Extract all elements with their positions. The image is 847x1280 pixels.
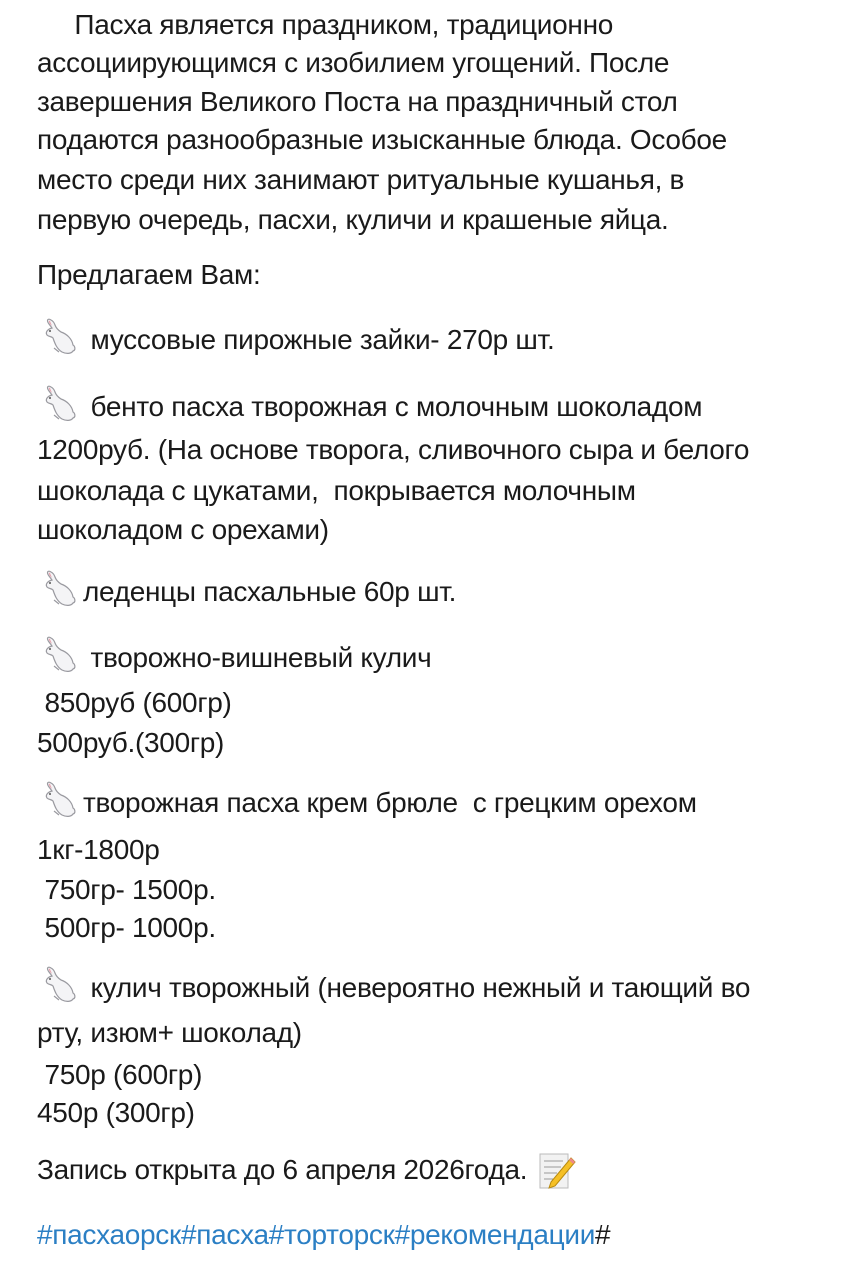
intro-text: Пасха является праздником, традиционно [37, 9, 614, 40]
menu-item-line [37, 723, 224, 763]
menu-item-text: 750р (600гр) [37, 1059, 203, 1090]
rabbit-icon [37, 572, 83, 612]
menu-item-line [37, 968, 750, 1008]
rabbit-icon [37, 320, 83, 360]
rabbit-icon [37, 783, 83, 823]
menu-item-text: шоколадом с орехами) [37, 514, 329, 545]
intro-line [37, 5, 613, 45]
intro-line [37, 120, 727, 160]
menu-item-text: кулич творожный (невероятно нежный и тающий во [83, 972, 751, 1003]
menu-item-line [37, 1093, 195, 1133]
signup-line [37, 1150, 577, 1190]
menu-item-line [37, 683, 232, 723]
menu-item-line [37, 387, 702, 427]
menu-item-line [37, 908, 216, 948]
menu-item-line [37, 1055, 202, 1095]
intro-text: первую очередь, пасхи, куличи и крашеные яйца. [37, 204, 669, 235]
menu-item-text: бенто пасха творожная с молочным шоколадом [83, 391, 703, 422]
menu-item-text: муссовые пирожные зайки- 270р шт. [83, 324, 555, 355]
hashtags-line [37, 1215, 610, 1255]
menu-item-text: 450р (300гр) [37, 1097, 195, 1128]
rabbit-icon [37, 968, 83, 1008]
menu-item-text: 500гр- 1000р. [37, 912, 216, 943]
menu-item-text: леденцы пасхальные 60р шт. [83, 576, 457, 607]
hashtag-link[interactable]: #торторск [268, 1219, 395, 1250]
hashtag-link[interactable]: #пасхаорск [37, 1219, 181, 1250]
menu-item-line [37, 320, 554, 360]
memo-pencil-icon [537, 1150, 577, 1192]
intro-line [37, 200, 669, 240]
menu-item-line [37, 510, 329, 550]
menu-item-line [37, 783, 697, 823]
intro-line [37, 43, 669, 83]
rabbit-icon [37, 638, 83, 678]
signup-text: Запись открыта до 6 апреля 2026года. [37, 1154, 528, 1185]
offer-heading-text: Предлагаем Вам: [37, 259, 261, 290]
rabbit-icon [37, 387, 83, 427]
intro-text: место среди них занимают ритуальные кушанья, в [37, 164, 685, 195]
intro-text: завершения Великого Поста на праздничный стол [37, 86, 678, 117]
intro-text: ассоциирующимся с изобилием угощений. После [37, 47, 670, 78]
offer-heading [37, 255, 260, 295]
menu-item-line [37, 870, 216, 910]
menu-item-text: 500руб.(300гр) [37, 727, 225, 758]
menu-item-line [37, 471, 636, 511]
menu-item-text: рту, изюм+ шоколад) [37, 1017, 302, 1048]
hashtag-link[interactable]: #рекомендации [394, 1219, 596, 1250]
menu-item-line [37, 572, 456, 612]
intro-line [37, 82, 678, 122]
menu-item-line [37, 430, 749, 470]
hashtag-trailing: # [595, 1219, 611, 1250]
menu-item-line [37, 830, 160, 870]
hashtag-link[interactable]: #пасха [180, 1219, 269, 1250]
menu-item-text: творожная пасха крем брюле с грецким орехом [83, 787, 697, 818]
menu-item-text: шоколада с цукатами, покрывается молочным [37, 475, 636, 506]
menu-item-line [37, 638, 431, 678]
menu-item-text: 750гр- 1500р. [37, 874, 216, 905]
menu-item-text: 850руб (600гр) [37, 687, 232, 718]
menu-item-text: 1200руб. (На основе творога, сливочного сыра и белого [37, 434, 750, 465]
intro-line [37, 160, 684, 200]
intro-text: подаются разнообразные изысканные блюда. Особое [37, 124, 727, 155]
menu-item-text: 1кг-1800р [37, 834, 160, 865]
menu-item-text: творожно-вишневый кулич [83, 642, 432, 673]
menu-item-line [37, 1013, 302, 1053]
